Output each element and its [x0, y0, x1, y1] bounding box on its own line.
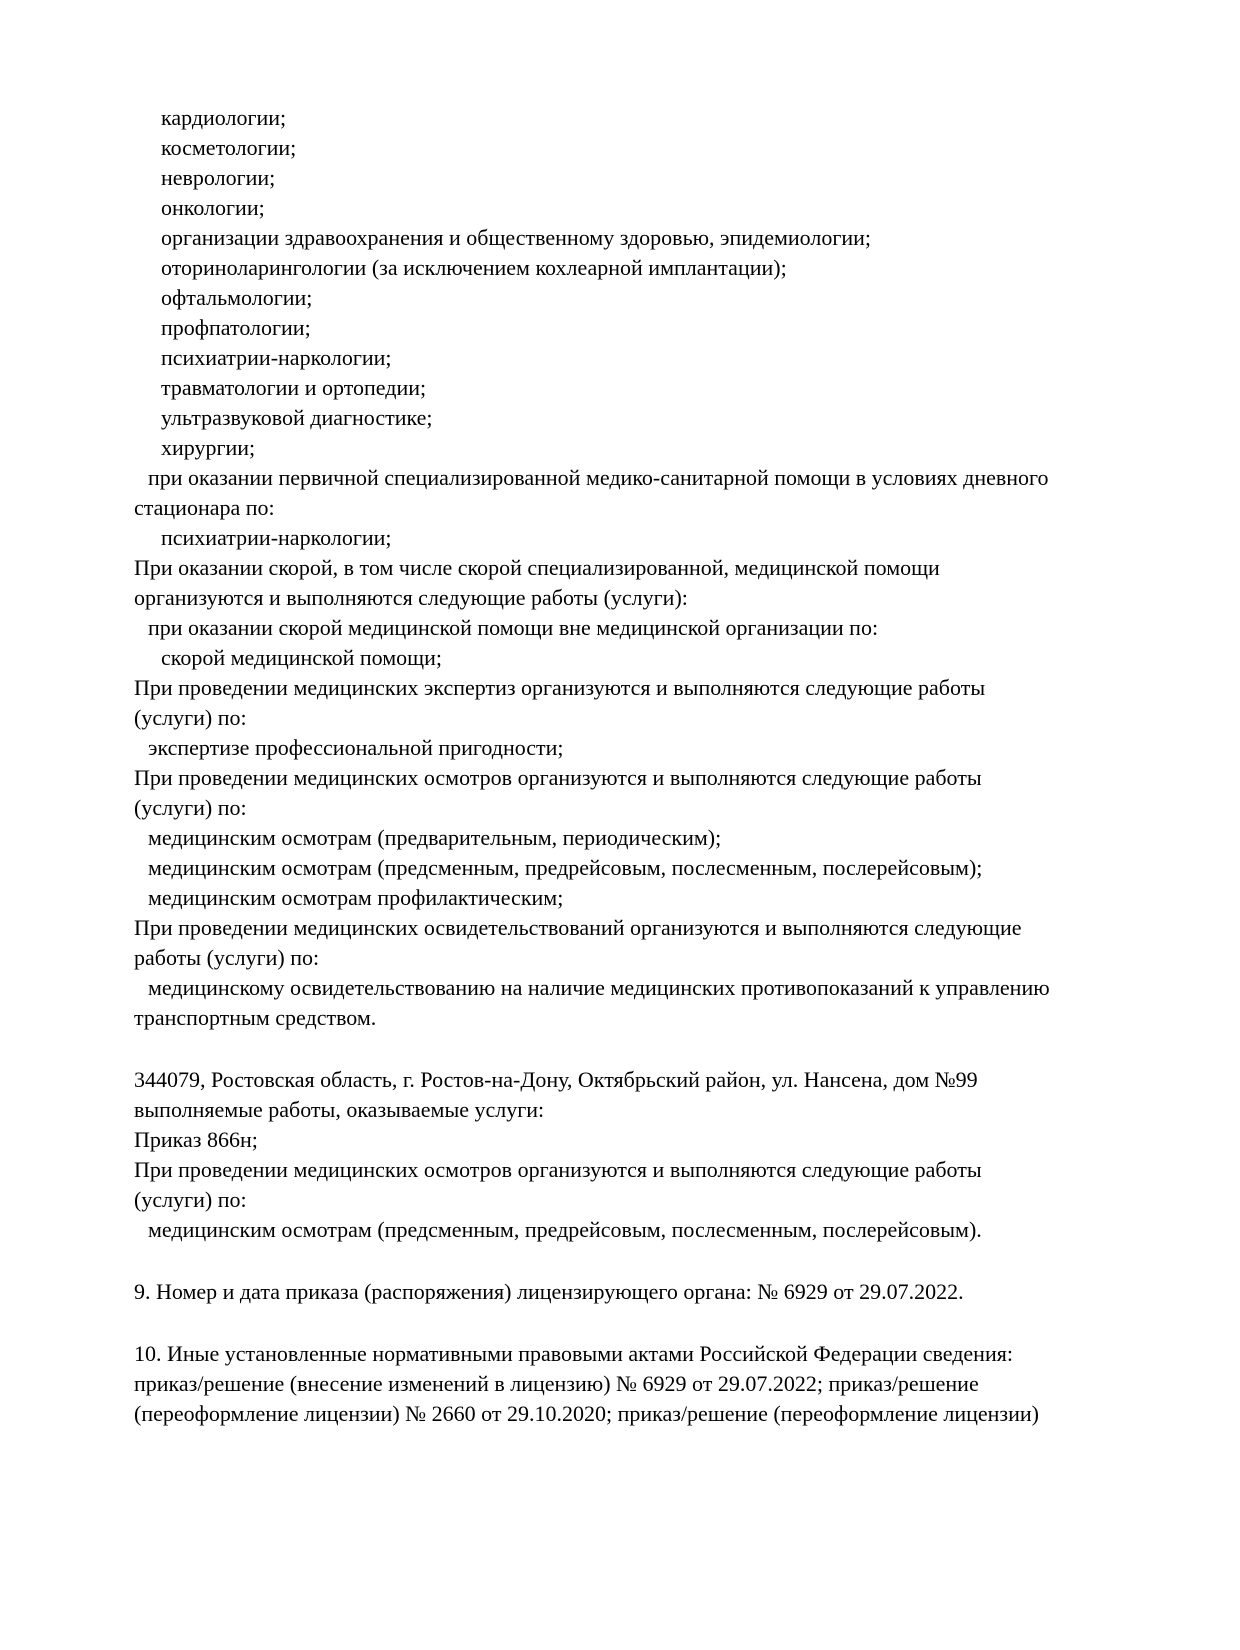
text-line: стационара по: — [134, 495, 275, 520]
text-line: при оказании первичной специализированной медико-санитарной помощи в условиях дневного — [148, 465, 1049, 490]
text-line: психиатрии-наркологии; — [161, 525, 392, 550]
text-line: 10. Иные установленные нормативными правовыми актами Российской Федерации сведения: — [134, 1341, 1013, 1366]
document-text-block — [134, 103, 1120, 1429]
text-line: приказ/решение (внесение изменений в лицензию) № 6929 от 29.07.2022; приказ/решение — [134, 1371, 979, 1396]
text-line: оториноларингологии (за исключением кохлеарной имплантации); — [161, 255, 787, 280]
text-line: выполняемые работы, оказываемые услуги: — [134, 1097, 545, 1122]
text-line: профпатологии; — [161, 315, 311, 340]
blank-line — [134, 1033, 1120, 1065]
text-line: 9. Номер и дата приказа (распоряжения) лицензирующего органа: № 6929 от 29.07.2022. — [134, 1279, 964, 1304]
text-line: (переоформление лицензии) № 2660 от 29.10.2020; приказ/решение (переоформление лицензии) — [134, 1401, 1039, 1426]
text-line: ультразвуковой диагностике; — [161, 405, 433, 430]
text-line: экспертизе профессиональной пригодности; — [148, 735, 564, 760]
text-line: транспортным средством. — [134, 1005, 377, 1030]
text-line: медицинским осмотрам профилактическим; — [148, 885, 564, 910]
blank-line — [134, 1245, 1120, 1277]
text-line: При проведении медицинских осмотров организуются и выполняются следующие работы — [134, 1157, 982, 1182]
text-line: 344079, Ростовская область, г. Ростов-на-Дону, Октябрьский район, ул. Нансена, дом №99 — [134, 1067, 978, 1092]
text-line: При оказании скорой, в том числе скорой специализированной, медицинской помощи — [134, 555, 940, 580]
text-line: косметологии; — [161, 135, 297, 160]
text-line: При проведении медицинских экспертиз организуются и выполняются следующие работы — [134, 675, 986, 700]
text-line: (услуги) по: — [134, 795, 247, 820]
text-line: медицинскому освидетельствованию на наличие медицинских противопоказаний к управлению — [148, 975, 1050, 1000]
text-line: медицинским осмотрам (предварительным, периодическим); — [148, 825, 722, 850]
text-line: при оказании скорой медицинской помощи вне медицинской организации по: — [148, 615, 879, 640]
text-line: организуются и выполняются следующие работы (услуги): — [134, 585, 688, 610]
text-line: онкологии; — [161, 195, 265, 220]
text-line: При проведении медицинских освидетельствований организуются и выполняются следующие — [134, 915, 1022, 940]
text-line: Приказ 866н; — [134, 1127, 258, 1152]
blank-line — [134, 1307, 1120, 1339]
text-line: кардиологии; — [161, 105, 287, 130]
text-line: офтальмологии; — [161, 285, 313, 310]
text-line: скорой медицинской помощи; — [161, 645, 443, 670]
text-line: психиатрии-наркологии; — [161, 345, 392, 370]
text-line: хирургии; — [161, 435, 256, 460]
text-line: медицинским осмотрам (предсменным, предрейсовым, послесменным, послерейсовым); — [148, 855, 983, 880]
text-line: медицинским осмотрам (предсменным, предрейсовым, послесменным, послерейсовым). — [148, 1217, 982, 1242]
text-line: организации здравоохранения и общественному здоровью, эпидемиологии; — [161, 225, 872, 250]
text-line: работы (услуги) по: — [134, 945, 320, 970]
text-line: травматологии и ортопедии; — [161, 375, 427, 400]
text-line: При проведении медицинских осмотров организуются и выполняются следующие работы — [134, 765, 982, 790]
text-line: (услуги) по: — [134, 1187, 247, 1212]
text-line: (услуги) по: — [134, 705, 247, 730]
text-line: неврологии; — [161, 165, 276, 190]
